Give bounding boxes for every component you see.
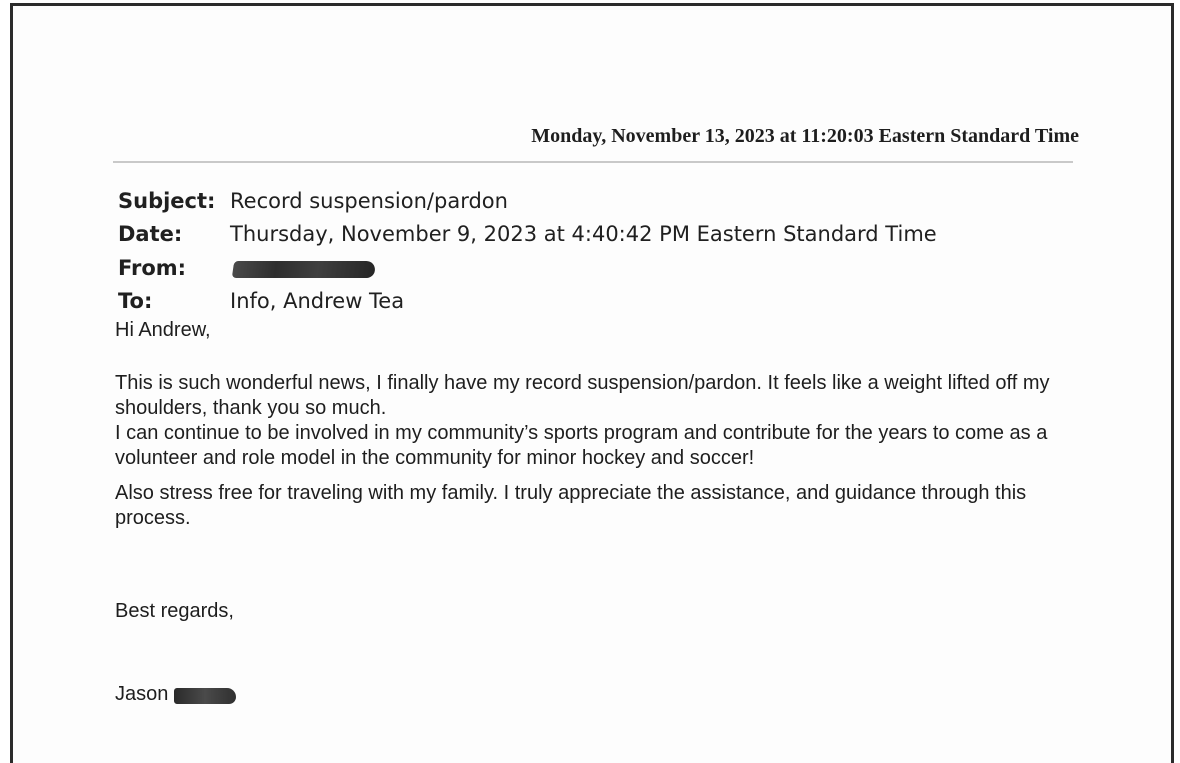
from-label: From:	[118, 255, 187, 280]
signature	[115, 683, 236, 706]
from-row	[118, 251, 937, 285]
date-label: Date:	[118, 222, 183, 247]
signature-first-name: Jason	[115, 683, 169, 705]
print-timestamp: Monday, November 13, 2023 at 11:20:03 Eastern Standard Time	[531, 125, 1079, 147]
to-value: Info, Andrew Tea	[230, 289, 405, 314]
subject-row	[118, 184, 937, 218]
redacted-surname	[174, 688, 236, 704]
email-header-fields	[118, 184, 937, 318]
sign-off: Best regards,	[115, 600, 234, 622]
redacted-sender-name	[232, 261, 376, 278]
email-printout-page	[10, 3, 1174, 763]
email-body	[115, 318, 1095, 531]
to-row	[118, 285, 937, 319]
greeting: Hi Andrew,	[115, 319, 211, 341]
to-label: To:	[118, 289, 153, 314]
body-paragraph-1-line-2: I can continue to be involved in my community’s sports program and contribute for the years to come as a volunteer and role model in the community for minor hockey and soccer!	[115, 422, 1048, 469]
subject-label: Subject:	[118, 188, 216, 213]
header-divider	[113, 161, 1073, 163]
subject-value: Record suspension/pardon	[230, 188, 508, 213]
date-row	[118, 218, 937, 252]
body-paragraph-1-line-1: This is such wonderful news, I finally have my record suspension/pardon. It feels like a weight lifted off my shoulders, thank you so much.	[115, 372, 1050, 419]
body-paragraph-2: Also stress free for traveling with my family. I truly appreciate the assistance, and guidance through this process.	[115, 482, 1027, 529]
date-value: Thursday, November 9, 2023 at 4:40:42 PM Eastern Standard Time	[230, 222, 937, 247]
